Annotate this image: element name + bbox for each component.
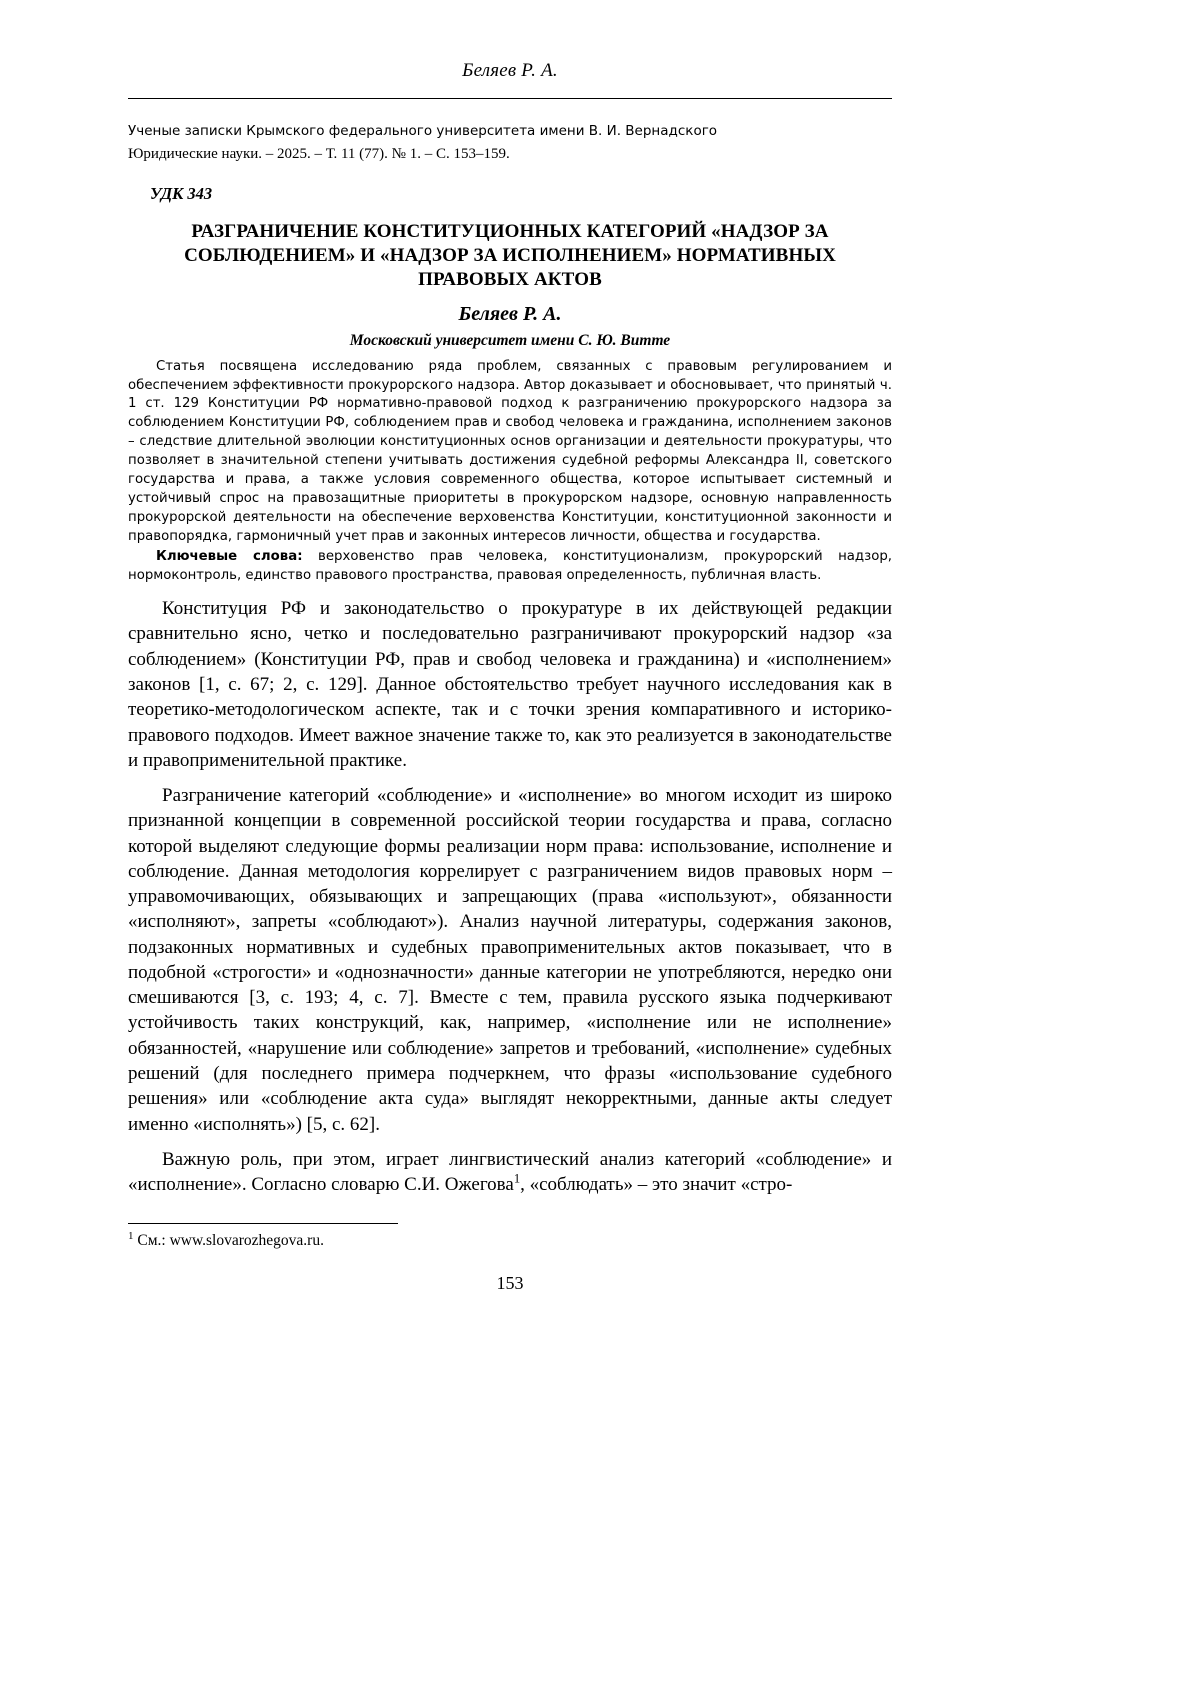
body-paragraph-3 (128, 1147, 892, 1198)
body-paragraph-1: Конституция РФ и законодательство о прокуратуре в их действующей редакции сравнительно ясно, четко и последовательно разграничивают прокурорский надзор «за соблюдением» (Конституции РФ, прав и свобод человека и гражданина) и «исполнением» законов [1, с. 67; 2, с. 129]. Данное обстоятельство требует научного исследования как в теоретико-методологическом аспекте, так и с точки зрения компаративного и историко-правового подходов. Имеет важное значение также то, как это реализуется в законодательстве и правоприменительной практике. (128, 598, 892, 771)
body-paragraph-2: Разграничение категорий «соблюдение» и «исполнение» во многом исходит из широко признанной концепции в современной российской теории государства и права, согласно которой выделяют следующие формы реализации норм права: использование, исполнение и соблюдение. Данная методология коррелирует с разграничением видов правовых норм – управомочивающих, обязывающих и запрещающих (права «используют», обязанности «исполняют», запреты «соблюдают»). Анализ научной литературы, содержания законов, подзаконных нормативных и судебных правоприменительных актов показывает, что в подобной «строгости» и «однозначности» данные категории не употребляются, нередко они смешиваются [3, с. 193; 4, с. 7]. Вместе с тем, правила русского языка подчеркивают устойчивость таких конструкций, как, например, «исполнение или не исполнение» обязанностей, «нарушение или соблюдение» запретов и требований, «исполнение» судебных решений (для последнего примера подчеркнем, что фразы «использование судебного решения» или «соблюдение акта суда» выглядят некорректными, данные акты следует именно «исполнять») [5, с. 62]. (128, 785, 892, 1135)
footnote-text: См.: www.slovarozhegova.ru. (133, 1232, 324, 1250)
footnote-number: 1 (128, 1230, 134, 1243)
paragraph-3-after-footnote: , «соблюдать» – это значит «стро- (520, 1174, 793, 1196)
journal-issue-line: Юридические науки. – 2025. – Т. 11 (77). № 1. – С. 153–159. (128, 146, 510, 163)
page-number: 153 (496, 1273, 524, 1294)
paragraph-3-before-footnote: Важную роль, при этом, играет лингвистический анализ категорий «соблюдение» и «исполнение». Согласно словарю С.И. Ожегова (128, 1148, 892, 1196)
footnote-reference-marker[interactable]: 1 (513, 1171, 521, 1186)
journal-title-line: Ученые записки Крымского федерального университета имени В. И. Вернадского (128, 123, 718, 139)
header-divider (128, 98, 892, 99)
footnote-1 (128, 1231, 892, 1251)
keywords-label: Ключевые слова: (156, 549, 303, 565)
keywords-block (128, 548, 892, 586)
udc-code: УДК 343 (150, 183, 213, 203)
article-title: РАЗГРАНИЧЕНИЕ КОНСТИТУЦИОННЫХ КАТЕГОРИЙ «НАДЗОР ЗА СОБЛЮДЕНИЕМ» И «НАДЗОР ЗА ИСПОЛНЕНИЕМ» НОРМАТИВНЫХ ПРАВОВЫХ АКТОВ (184, 220, 836, 291)
author-affiliation: Московский университет имени С. Ю. Витте (349, 331, 671, 349)
running-head: Беляев Р. А. (462, 60, 558, 81)
footnote-area (128, 1223, 892, 1251)
footnote-divider (128, 1223, 398, 1224)
abstract-text: Статья посвящена исследованию ряда проблем, связанных с правовым регулированием и обеспечением эффективности прокурорского надзора. Автор доказывает и обосновывает, что принятый ч. 1 ст. 129 Конституции РФ нормативно-правовой подход к разграничению прокурорского надзора за соблюдением Конституции РФ, соблюдением прав и свобод человека и гражданина, исполнением законов – следствие длительной эволюции конституционных основ организации и деятельности прокуратуры, что позволяет в значительной степени учитывать достижения судебной реформы Александра II, советского государства и права, а также условия современного общества, которое испытывает системный и устойчивый спрос на правозащитные приоритеты в прокурорском надзоре, основную направленность прокурорской деятельности на обеспечение верховенства Конституции, конституционной законности и правопорядка, гармоничный учет прав и законных интересов личности, общества и государства. (128, 358, 892, 544)
page-content (128, 0, 892, 1294)
keywords-text: верховенство прав человека, конституционализм, прокурорский надзор, нормоконтроль, единство правового пространства, правовая определенность, публичная власть. (128, 549, 892, 584)
article-author: Беляев Р. А. (458, 302, 562, 325)
